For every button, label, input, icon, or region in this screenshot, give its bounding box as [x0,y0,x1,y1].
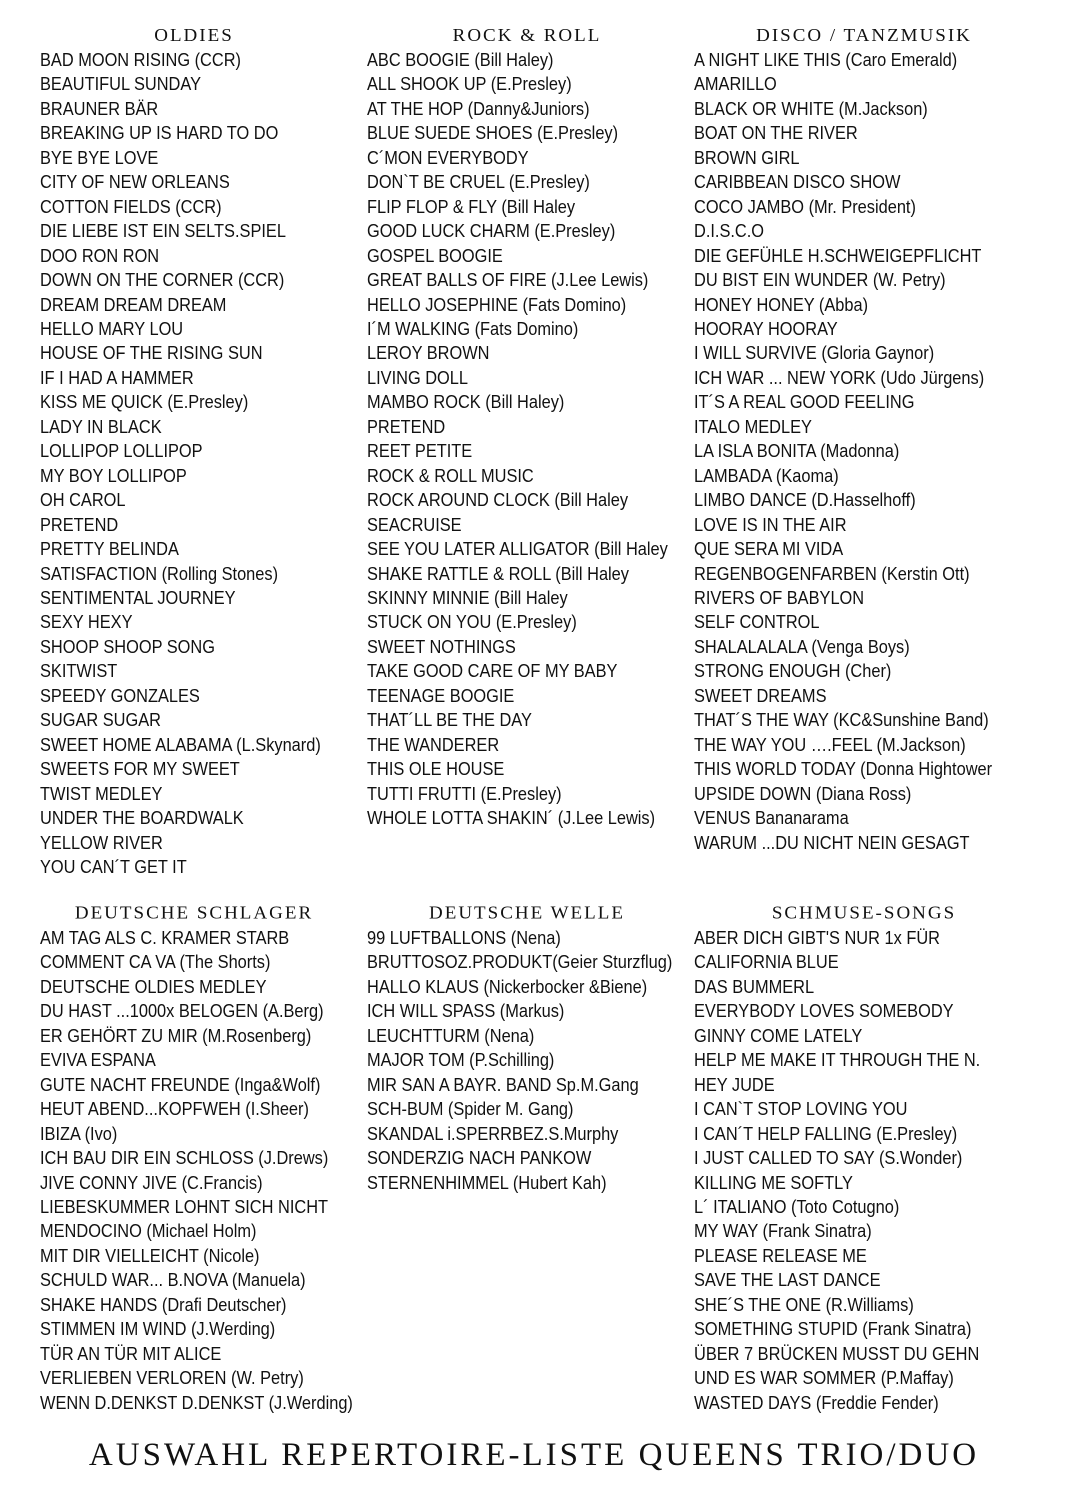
song-item: LA ISLA BONITA (Madonna) [694,441,900,462]
song-item: MENDOCINO (Michael Holm) [40,1221,257,1242]
song-item: LAMBADA (Kaoma) [694,465,839,486]
song-item: TEENAGE BOOGIE [367,685,515,706]
section-heading: ROCK & ROLL [452,25,602,46]
song-item: HOORAY HOORAY [694,318,838,339]
song-item: LEUCHTTURM (Nena) [367,1025,535,1046]
song-list [40,48,340,879]
section-deutsche-schlager [40,902,353,1415]
song-item: D.I.S.C.O [694,221,765,242]
song-item: COTTON FIELDS (CCR) [40,196,222,217]
song-item: PRETTY BELINDA [40,539,179,560]
song-item: PLEASE RELEASE ME [694,1245,867,1266]
song-item: SKINNY MINNIE (Bill Haley [367,587,568,608]
song-item: BOAT ON THE RIVER [694,123,858,144]
song-item: ER GEHÖRT ZU MIR (M.Rosenberg) [40,1025,312,1046]
song-item: REET PETITE [367,441,473,462]
song-item: I´M WALKING (Fats Domino) [367,318,579,339]
song-item: SCHULD WAR... B.NOVA (Manuela) [40,1270,306,1291]
song-item: VENUS Bananarama [694,808,849,829]
song-item: CITY OF NEW ORLEANS [40,172,230,193]
song-list [367,48,677,831]
song-item: SEACRUISE [367,514,462,535]
song-item: CARIBBEAN DISCO SHOW [694,172,901,193]
song-item: SPEEDY GONZALES [40,685,200,706]
song-item: IF I HAD A HAMMER [40,367,194,388]
song-item: VERLIEBEN VERLOREN (W. Petry) [40,1368,304,1389]
song-item: DEUTSCHE OLDIES MEDLEY [40,976,267,997]
song-item: UNDER THE BOARDWALK [40,808,244,829]
song-item: BLUE SUEDE SHOES (E.Presley) [367,123,619,144]
song-item: WASTED DAYS (Freddie Fender) [694,1392,939,1413]
song-item: ALL SHOOK UP (E.Presley) [367,74,572,95]
song-item: HEUT ABEND...KOPFWEH (I.Sheer) [40,1099,309,1120]
song-item: BEAUTIFUL SUNDAY [40,74,201,95]
song-item: GREAT BALLS OF FIRE (J.Lee Lewis) [367,270,649,291]
song-item: ÜBER 7 BRÜCKEN MUSST DU GEHN [694,1343,980,1364]
song-item: RIVERS OF BABYLON [694,587,865,608]
song-item: LIMBO DANCE (D.Hasselhoff) [694,490,916,511]
section-schmuse-songs [694,902,1004,1415]
song-item: THIS WORLD TODAY (Donna Hightower [694,759,993,780]
song-item: KILLING ME SOFTLY [694,1172,853,1193]
song-item: I CAN`T STOP LOVING YOU [694,1099,908,1120]
song-item: SEE YOU LATER ALLIGATOR (Bill Haley [367,539,668,560]
song-item: DU HAST ...1000x BELOGEN (A.Berg) [40,1001,324,1022]
song-item: UPSIDE DOWN (Diana Ross) [694,783,912,804]
song-list [367,926,677,1195]
song-item: JIVE CONNY JIVE (C.Francis) [40,1172,263,1193]
song-item: DOO RON RON [40,245,160,266]
song-item: DREAM DREAM DREAM [40,294,227,315]
section-heading: OLDIES [154,25,234,46]
song-item: BLACK OR WHITE (M.Jackson) [694,98,928,119]
song-item: LOLLIPOP LOLLIPOP [40,441,203,462]
song-item: SENTIMENTAL JOURNEY [40,587,236,608]
song-item: MAMBO ROCK (Bill Haley) [367,392,565,413]
song-item: ITALO MEDLEY [694,416,812,437]
song-item: LIVING DOLL [367,367,468,388]
song-item: A NIGHT LIKE THIS (Caro Emerald) [694,50,958,70]
song-item: WENN D.DENKST D.DENKST (J.Werding) [40,1392,353,1413]
song-item: EVERYBODY LOVES SOMEBODY [694,1001,954,1022]
song-item: I WILL SURVIVE (Gloria Gaynor) [694,343,935,364]
song-item: COMMENT CA VA (The Shorts) [40,952,271,973]
song-list [40,926,353,1415]
song-item: IBIZA (Ivo) [40,1123,118,1144]
song-item: THIS OLE HOUSE [367,759,505,780]
song-item: THE WAY YOU ….FEEL (M.Jackson) [694,734,966,755]
song-item: THE WANDERER [367,734,500,755]
song-item: MY BOY LOLLIPOP [40,465,187,486]
song-item: BRAUNER BÄR [40,98,159,119]
song-item: MY WAY (Frank Sinatra) [694,1221,872,1242]
song-item: YOU CAN´T GET IT [40,856,187,877]
section-heading: DEUTSCHE WELLE [429,903,625,924]
song-item: SKANDAL i.SPERRBEZ.S.Murphy [367,1123,619,1144]
song-item: COCO JAMBO (Mr. President) [694,196,916,217]
song-item: STUCK ON YOU (E.Presley) [367,612,577,633]
song-item: UND ES WAR SOMMER (P.Maffay) [694,1368,954,1389]
song-item: BYE BYE LOVE [40,147,159,168]
song-item: CALIFORNIA BLUE [694,952,839,973]
song-item: C´MON EVERYBODY [367,147,529,168]
song-item: DIE GEFÜHLE H.SCHWEIGEPFLICHT [694,245,982,266]
song-item: HEY JUDE [694,1074,775,1095]
song-item: HALLO KLAUS (Nickerbocker &Biene) [367,976,648,997]
section-heading: DISCO / TANZMUSIK [756,25,972,46]
song-item: TAKE GOOD CARE OF MY BABY [367,661,618,682]
song-item: TÜR AN TÜR MIT ALICE [40,1343,222,1364]
song-item: HELLO JOSEPHINE (Fats Domino) [367,294,627,315]
song-item: SWEET DREAMS [694,685,827,706]
song-item: ROCK & ROLL MUSIC [367,465,534,486]
song-item: AMARILLO [694,74,777,95]
song-item: HELP ME MAKE IT THROUGH THE N. [694,1050,981,1071]
section-rock-and-roll [367,24,677,831]
song-item: HONEY HONEY (Abba) [694,294,869,315]
song-item: PRETEND [367,416,446,437]
song-item: BAD MOON RISING (CCR) [40,50,241,70]
song-item: DAS BUMMERL [694,976,815,997]
song-item: BREAKING UP IS HARD TO DO [40,123,279,144]
song-item: SHOOP SHOOP SONG [40,636,215,657]
song-item: ICH WILL SPASS (Markus) [367,1001,565,1022]
song-item: DOWN ON THE CORNER (CCR) [40,270,285,291]
song-item: GOOD LUCK CHARM (E.Presley) [367,221,616,242]
song-item: THAT´LL BE THE DAY [367,710,532,731]
song-item: SWEETS FOR MY SWEET [40,759,240,780]
song-item: LIEBESKUMMER LOHNT SICH NICHT [40,1196,329,1217]
song-item: ICH WAR ... NEW YORK (Udo Jürgens) [694,367,985,388]
song-item: SAVE THE LAST DANCE [694,1270,881,1291]
song-item: BRUTTOSOZ.PRODUKT(Geier Sturzflug) [367,952,673,973]
song-item: LOVE IS IN THE AIR [694,514,847,535]
song-item: SOMETHING STUPID (Frank Sinatra) [694,1319,972,1340]
song-item: STIMMEN IM WIND (J.Werding) [40,1319,276,1340]
song-item: FLIP FLOP & FLY (Bill Haley [367,196,576,217]
song-item: LEROY BROWN [367,343,490,364]
song-item: 99 LUFTBALLONS (Nena) [367,928,561,948]
song-item: GUTE NACHT FREUNDE (Inga&Wolf) [40,1074,321,1095]
song-item: SELF CONTROL [694,612,820,633]
song-item: OH CAROL [40,490,126,511]
section-oldies [40,24,340,879]
song-item: HOUSE OF THE RISING SUN [40,343,263,364]
song-item: AT THE HOP (Danny&Juniors) [367,98,590,119]
section-heading: SCHMUSE-SONGS [771,903,957,924]
section-disco-tanzmusik [694,24,1004,855]
song-item: STERNENHIMMEL (Hubert Kah) [367,1172,607,1193]
song-item: QUE SERA MI VIDA [694,539,844,560]
song-item: SHALALALALA (Venga Boys) [694,636,910,657]
song-item: MIR SAN A BAYR. BAND Sp.M.Gang [367,1074,639,1095]
song-item: KISS ME QUICK (E.Presley) [40,392,249,413]
song-item: SATISFACTION (Rolling Stones) [40,563,279,584]
song-item: GINNY COME LATELY [694,1025,863,1046]
song-item: I JUST CALLED TO SAY (S.Wonder) [694,1148,963,1169]
song-item: SWEET HOME ALABAMA (L.Skynard) [40,734,321,755]
song-list [694,926,1004,1415]
song-item: ICH BAU DIR EIN SCHLOSS (J.Drews) [40,1148,329,1169]
song-item: TUTTI FRUTTI (E.Presley) [367,783,562,804]
song-item: SCH-BUM (Spider M. Gang) [367,1099,574,1120]
section-heading: DEUTSCHE SCHLAGER [74,903,314,924]
song-item: AM TAG ALS C. KRAMER STARB [40,928,290,948]
song-item: SHAKE RATTLE & ROLL (Bill Haley [367,563,629,584]
song-item: ABC BOOGIE (Bill Haley) [367,50,554,70]
song-item: DU BIST EIN WUNDER (W. Petry) [694,270,946,291]
song-list [694,48,1004,855]
song-item: SKITWIST [40,661,118,682]
song-item: PRETEND [40,514,119,535]
song-item: SONDERZIG NACH PANKOW [367,1148,592,1169]
song-item: EVIVA ESPANA [40,1050,156,1071]
song-item: WARUM ...DU NICHT NEIN GESAGT [694,832,970,853]
song-item: SWEET NOTHINGS [367,636,516,657]
song-item: TWIST MEDLEY [40,783,163,804]
song-item: SUGAR SUGAR [40,710,161,731]
song-item: REGENBOGENFARBEN (Kerstin Ott) [694,563,970,584]
section-deutsche-welle [367,902,677,1195]
page-footer-title: AUSWAHL REPERTOIRE-LISTE QUEENS TRIO/DUO [88,1437,980,1473]
song-item: MIT DIR VIELLEICHT (Nicole) [40,1245,260,1266]
song-item: MAJOR TOM (P.Schilling) [367,1050,555,1071]
song-item: STRONG ENOUGH (Cher) [694,661,892,682]
song-item: ABER DICH GIBT'S NUR 1x FÜR [694,928,940,948]
song-item: SHAKE HANDS (Drafi Deutscher) [40,1294,287,1315]
song-item: L´ ITALIANO (Toto Cotugno) [694,1196,900,1217]
song-item: BROWN GIRL [694,147,800,168]
song-item: YELLOW RIVER [40,832,163,853]
song-item: DIE LIEBE IST EIN SELTS.SPIEL [40,221,286,242]
song-item: SHE´S THE ONE (R.Williams) [694,1294,914,1315]
song-item: LADY IN BLACK [40,416,162,437]
song-item: SEXY HEXY [40,612,133,633]
song-item: IT´S A REAL GOOD FEELING [694,392,915,413]
song-item: THAT´S THE WAY (KC&Sunshine Band) [694,710,989,731]
song-item: DON`T BE CRUEL (E.Presley) [367,172,590,193]
song-item: HELLO MARY LOU [40,318,184,339]
song-item: I CAN´T HELP FALLING (E.Presley) [694,1123,958,1144]
song-item: WHOLE LOTTA SHAKIN´ (J.Lee Lewis) [367,808,656,829]
song-item: ROCK AROUND CLOCK (Bill Haley [367,490,629,511]
song-item: GOSPEL BOOGIE [367,245,503,266]
